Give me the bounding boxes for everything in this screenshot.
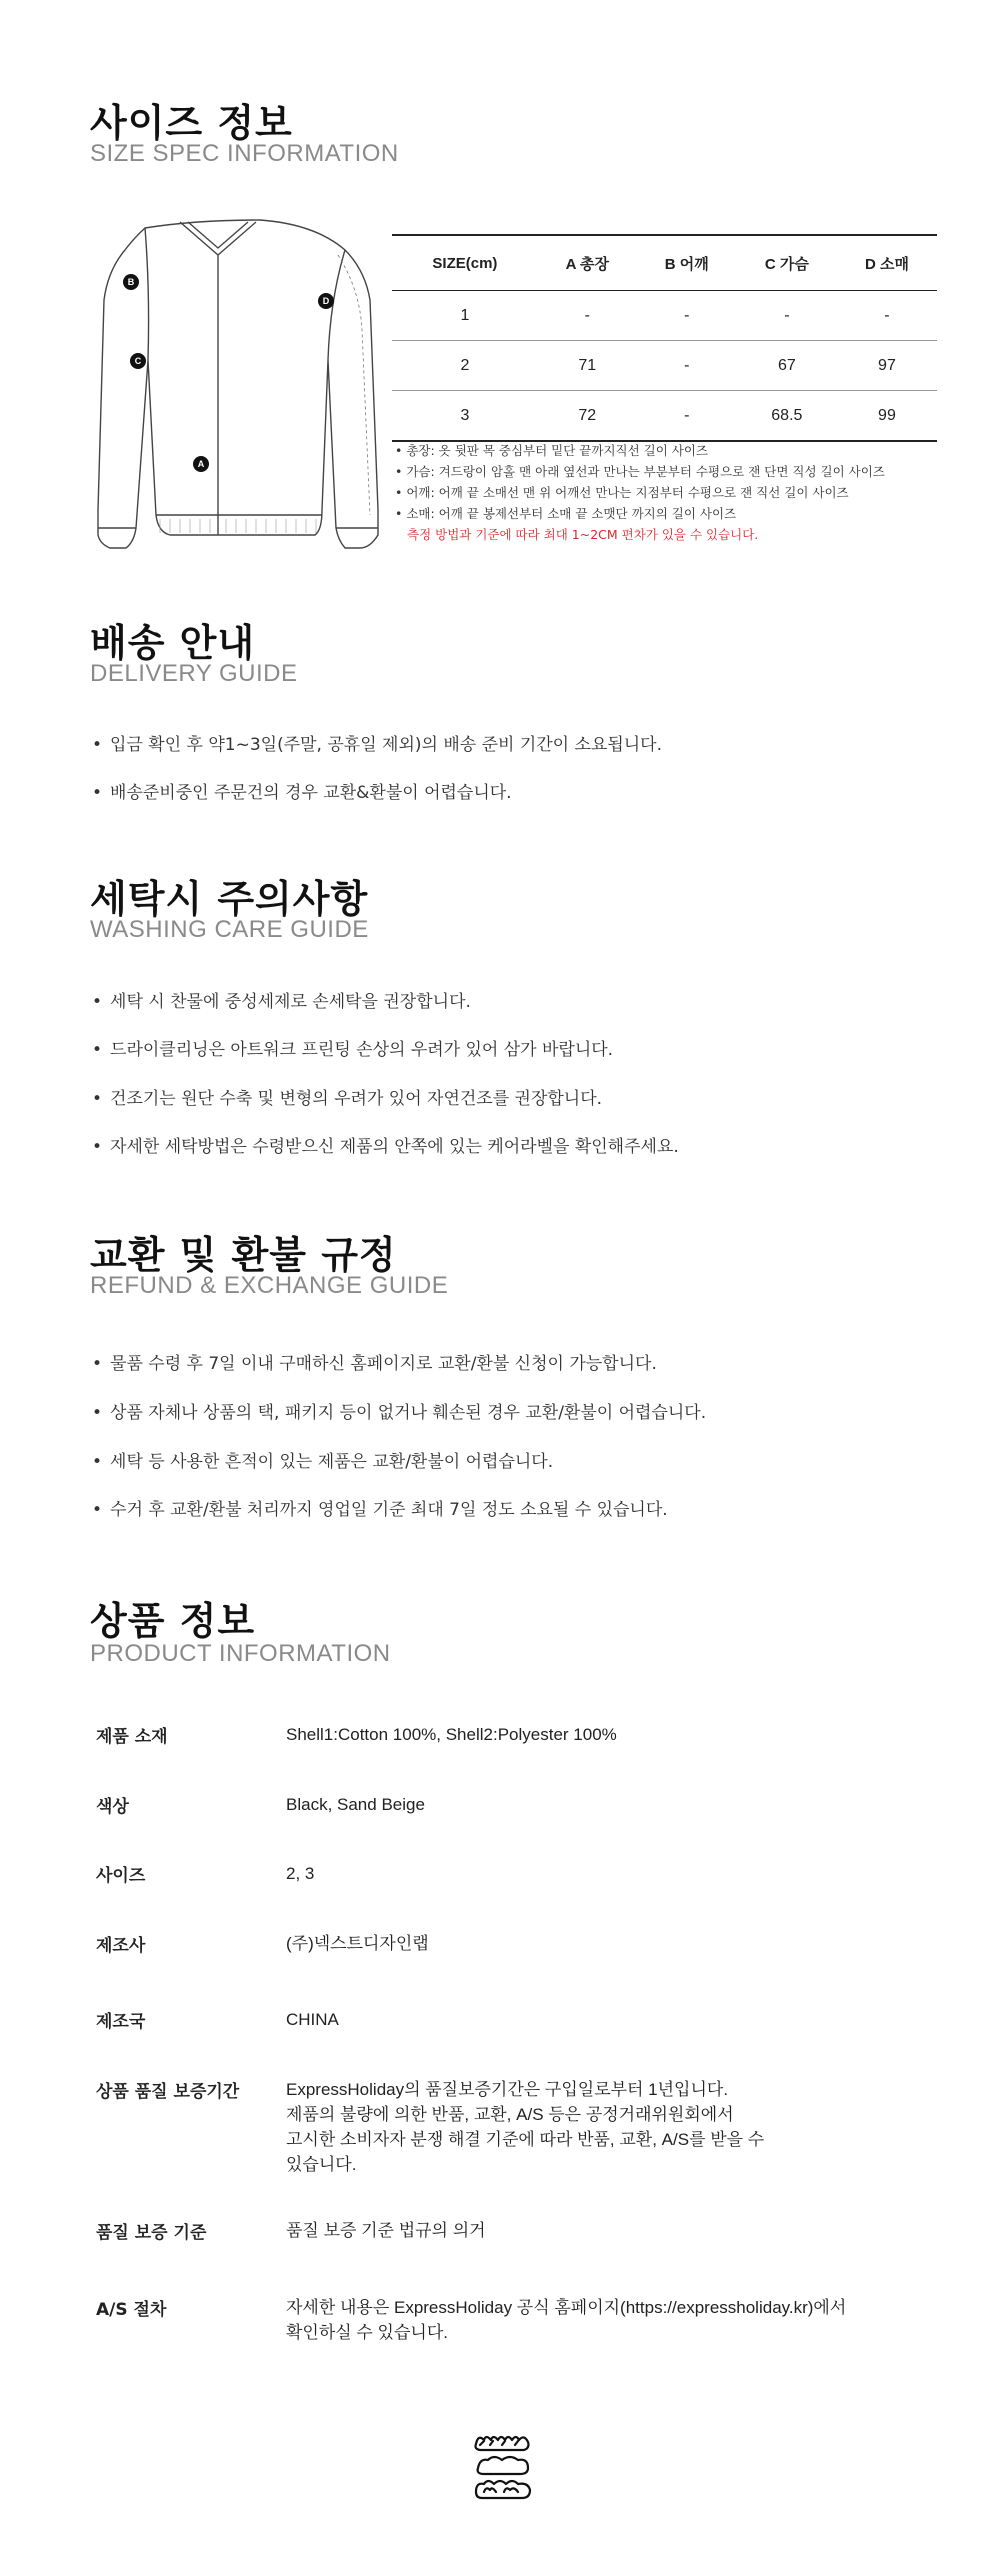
measurement-warning: 측정 방법과 기준에 따라 최대 1~2CM 편차가 있을 수 있습니다. bbox=[407, 527, 759, 542]
info-label: 사이즈 bbox=[96, 1866, 146, 1886]
header-c: C 가슴 bbox=[737, 235, 837, 291]
bullet-icon: • bbox=[92, 1137, 103, 1157]
info-value: ExpressHoliday의 품질보증기간은 구입일로부터 1년입니다. 제품의 불량에 의한 반품, 교환, A/S 등은 공정거래위원회에서 고시한 소비자자 분쟁 해결 기준에 따라 반품, 교환, A/S를 받을 수 있습니다. bbox=[286, 2080, 765, 2174]
marker-d: D bbox=[318, 293, 334, 309]
info-label: 제품 소재 bbox=[96, 1727, 168, 1747]
refund-section-subtitle: REFUND & EXCHANGE GUIDE bbox=[90, 1272, 449, 1299]
bullet-icon: • bbox=[92, 735, 103, 755]
table-cell: 2 bbox=[392, 341, 538, 391]
info-value: Shell1:Cotton 100%, Shell2:Polyester 100% bbox=[286, 1725, 617, 1744]
table-cell: - bbox=[737, 291, 837, 341]
delivery-item-text: 배송준비중인 주문건의 경우 교환&환불이 어렵습니다. bbox=[110, 783, 512, 803]
delivery-item-text: 입금 확인 후 약1~3일(주말, 공휴일 제외)의 배송 준비 기간이 소요됩니다. bbox=[110, 735, 663, 755]
info-value: 자세한 내용은 ExpressHoliday 공식 홈페이지(https://expressholiday.kr)에서 확인하실 수 있습니다. bbox=[286, 2298, 847, 2342]
refund-section-title: 교환 및 환불 규정 bbox=[90, 1233, 397, 1277]
table-row bbox=[392, 291, 937, 341]
table-cell: 97 bbox=[837, 341, 937, 391]
list-item bbox=[92, 1447, 553, 1472]
bullet-icon: • bbox=[92, 992, 103, 1012]
washing-item-text: 드라이클리닝은 아트워크 프린팅 손상의 우려가 있어 삼가 바랍니다. bbox=[110, 1040, 614, 1060]
list-item bbox=[92, 987, 471, 1012]
table-row bbox=[392, 391, 937, 442]
size-section-title: 사이즈 정보 bbox=[90, 101, 293, 145]
note-item: • 총장: 옷 뒷판 목 중심부터 밑단 끝까지직선 길이 사이즈 bbox=[395, 443, 708, 458]
info-label: 상품 품질 보증기간 bbox=[96, 2082, 240, 2102]
delivery-section-title: 배송 안내 bbox=[90, 621, 256, 665]
info-label: A/S 절차 bbox=[96, 2300, 167, 2320]
refund-item-text: 물품 수령 후 7일 이내 구매하신 홈페이지로 교환/환불 신청이 가능합니다. bbox=[110, 1354, 657, 1374]
info-value: CHINA bbox=[286, 2010, 339, 2029]
bullet-icon: • bbox=[92, 1354, 103, 1374]
size-section-subtitle: SIZE SPEC INFORMATION bbox=[90, 140, 399, 167]
bullet-icon: • bbox=[92, 1403, 103, 1423]
info-label: 제조사 bbox=[96, 1936, 146, 1956]
table-cell: - bbox=[637, 341, 737, 391]
table-cell: 68.5 bbox=[737, 391, 837, 442]
size-table bbox=[392, 234, 937, 442]
note-item: • 가슴: 겨드랑이 암홀 맨 아래 옆선과 만나는 부분부터 수평으로 잰 단면 직성 길이 사이즈 bbox=[395, 464, 885, 479]
list-item bbox=[92, 1132, 679, 1157]
info-value: (주)넥스트디자인랩 bbox=[286, 1934, 429, 1953]
marker-c: C bbox=[130, 353, 146, 369]
header-b: B 어깨 bbox=[637, 235, 737, 291]
table-cell: - bbox=[637, 291, 737, 341]
washing-section-title: 세탁시 주의사항 bbox=[90, 877, 369, 921]
marker-a: A bbox=[193, 456, 209, 472]
table-cell: 71 bbox=[538, 341, 637, 391]
delivery-section-subtitle: DELIVERY GUIDE bbox=[90, 660, 298, 687]
size-table-header bbox=[392, 235, 937, 291]
refund-item-text: 수거 후 교환/환불 처리까지 영업일 기준 최대 7일 정도 소요될 수 있습니다. bbox=[110, 1500, 668, 1520]
bullet-icon: • bbox=[92, 1089, 103, 1109]
brand-logo bbox=[472, 2430, 534, 2502]
list-item bbox=[92, 1398, 706, 1423]
list-item bbox=[92, 1084, 602, 1109]
table-cell: - bbox=[538, 291, 637, 341]
header-size: SIZE(cm) bbox=[392, 235, 538, 291]
header-d: D 소매 bbox=[837, 235, 937, 291]
washing-item-text: 자세한 세탁방법은 수령받으신 제품의 안쪽에 있는 케어라벨을 확인해주세요. bbox=[110, 1137, 679, 1157]
bullet-icon: • bbox=[92, 1040, 103, 1060]
table-cell: 99 bbox=[837, 391, 937, 442]
refund-item-text: 세탁 등 사용한 흔적이 있는 제품은 교환/환불이 어렵습니다. bbox=[110, 1452, 554, 1472]
marker-b: B bbox=[123, 274, 139, 290]
bullet-icon: • bbox=[92, 783, 103, 803]
info-label: 품질 보증 기준 bbox=[96, 2223, 207, 2243]
table-cell: 1 bbox=[392, 291, 538, 341]
info-label: 색상 bbox=[96, 1797, 129, 1817]
list-item bbox=[92, 1349, 657, 1374]
refund-item-text: 상품 자체나 상품의 택, 패키지 등이 없거나 훼손된 경우 교환/환불이 어렵습니다. bbox=[110, 1403, 707, 1423]
list-item bbox=[92, 730, 662, 755]
washing-item-text: 건조기는 원단 수축 및 변형의 우려가 있어 자연건조를 권장합니다. bbox=[110, 1089, 603, 1109]
washing-section-subtitle: WASHING CARE GUIDE bbox=[90, 916, 369, 943]
info-value: 품질 보증 기준 법규의 의거 bbox=[286, 2221, 486, 2240]
table-cell: - bbox=[837, 291, 937, 341]
bullet-icon: • bbox=[92, 1452, 103, 1472]
table-cell: - bbox=[637, 391, 737, 442]
list-item bbox=[92, 1035, 613, 1060]
table-row bbox=[392, 341, 937, 391]
info-label: 제조국 bbox=[96, 2012, 146, 2032]
info-value: Black, Sand Beige bbox=[286, 1795, 425, 1814]
list-item bbox=[92, 1495, 668, 1520]
info-value: 2, 3 bbox=[286, 1864, 315, 1883]
bullet-icon: • bbox=[92, 1500, 103, 1520]
note-item: • 소매: 어깨 끝 봉제선부터 소매 끝 소맷단 까지의 길이 사이즈 bbox=[395, 506, 737, 521]
list-item bbox=[92, 778, 512, 803]
washing-item-text: 세탁 시 찬물에 중성세제로 손세탁을 권장합니다. bbox=[110, 992, 471, 1012]
product-section-subtitle: PRODUCT INFORMATION bbox=[90, 1640, 391, 1667]
sweatshirt-diagram bbox=[60, 210, 380, 560]
product-section-title: 상품 정보 bbox=[90, 1599, 256, 1643]
note-item: • 어깨: 어깨 끝 소매선 맨 위 어깨선 만나는 지점부터 수평으로 잰 직선 길이 사이즈 bbox=[395, 485, 849, 500]
table-cell: 3 bbox=[392, 391, 538, 442]
size-notes bbox=[395, 440, 885, 545]
header-a: A 총장 bbox=[538, 235, 637, 291]
table-cell: 72 bbox=[538, 391, 637, 442]
table-cell: 67 bbox=[737, 341, 837, 391]
